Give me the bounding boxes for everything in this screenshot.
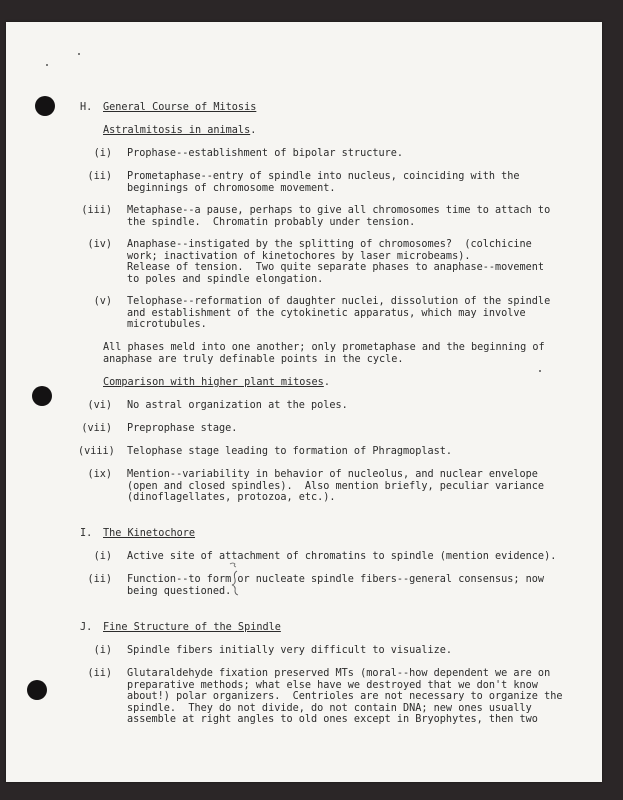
section-title: General Course of Mitosis — [103, 102, 257, 113]
item-text-line: beginnings of chromosome movement. — [127, 182, 336, 194]
section-letter: H. — [80, 102, 93, 113]
item-text-line: (open and closed spindles). Also mention briefly, peculiar variance — [127, 480, 545, 492]
item-text-line: Release of tension. Two quite separate phases to anaphase--movement — [127, 262, 545, 273]
item-text-line: microtubules. — [127, 319, 207, 330]
item-text-line: Metaphase--a pause, perhaps to give all chromosomes time to attach to — [127, 205, 551, 216]
item-text-line: Preprophase stage. — [127, 423, 238, 434]
section-title: The Kinetochore — [103, 528, 196, 539]
item-text-line: Spindle fibers initially very difficult to visualize. — [127, 645, 453, 656]
item-text-line: assemble at right angles to old ones except in Bryophytes, then two — [127, 714, 538, 725]
section-letter: I. — [80, 528, 93, 539]
item-number: (ix) — [87, 469, 112, 480]
section-letter: J. — [80, 622, 93, 633]
item-number: (ii) — [87, 574, 112, 585]
item-text-line: (dinoflagellates, protozoa, etc.). — [127, 492, 336, 503]
item-text-line: Prophase--establishment of bipolar structure. — [127, 148, 404, 159]
item-text-line: Glutaraldehyde fixation preserved MTs (moral--how dependent we are on — [127, 668, 551, 679]
summary-line: anaphase are truly definable points in the cycle. — [103, 353, 404, 365]
item-text-line: and establishment of the cytokinetic apparatus, which may involve — [127, 307, 526, 319]
item-number: (ii) — [87, 668, 112, 679]
section-title: Fine Structure of the Spindle — [103, 622, 281, 633]
item-text-line: Function--to form or nucleate spindle fibers--general consensus; now — [127, 574, 545, 585]
item-text-line: being questioned. — [127, 585, 232, 597]
item-text-line: preparative methods; what else have we destroyed that we don't know — [127, 679, 538, 691]
document-page — [6, 22, 602, 782]
item-text-line: Mention--variability in behavior of nucleolus, and nuclear envelope — [127, 469, 538, 480]
item-number: (iv) — [87, 239, 112, 250]
speck — [46, 64, 48, 66]
subsection-title: Astralmitosis in animals. — [103, 125, 257, 136]
handwritten-bracket-mark — [224, 560, 246, 596]
item-number: (v) — [93, 296, 112, 307]
item-number: (i) — [93, 645, 112, 656]
item-text-line: Active site of attachment of chromatins to spindle (mention evidence). — [127, 551, 557, 562]
item-text-line: Telophase stage leading to formation of Phragmoplast. — [127, 446, 453, 457]
item-number: (vi) — [87, 400, 112, 411]
item-text-line: to poles and spindle elongation. — [127, 273, 324, 285]
summary-line: All phases meld into one another; only prometaphase and the beginning of — [103, 342, 545, 353]
item-number: (ii) — [87, 171, 112, 182]
item-number: (viii) — [78, 446, 115, 457]
punch-hole-top — [35, 96, 55, 116]
item-text-line: the spindle. Chromatin probably under tension. — [127, 216, 416, 228]
item-text-line: spindle. They do not divide, do not contain DNA; new ones usually — [127, 702, 532, 714]
item-text-line: Anaphase--instigated by the splitting of chromosomes? (colchicine — [127, 239, 532, 250]
item-number: (i) — [93, 148, 112, 159]
speck — [539, 370, 541, 372]
item-text-line: Prometaphase--entry of spindle into nucleus, coinciding with the — [127, 171, 520, 182]
item-number: (vii) — [81, 423, 112, 434]
punch-hole-middle — [32, 386, 52, 406]
item-number: (i) — [93, 551, 112, 562]
item-text-line: about!) polar organizers. Centrioles are not necessary to organize the — [127, 691, 563, 702]
item-text-line: Telophase--reformation of daughter nuclei, dissolution of the spindle — [127, 296, 551, 307]
speck — [78, 53, 80, 55]
punch-hole-bottom — [27, 680, 47, 700]
item-text-line: No astral organization at the poles. — [127, 400, 348, 411]
item-number: (iii) — [81, 205, 112, 216]
subsection-title: Comparison with higher plant mitoses. — [103, 377, 330, 388]
item-text-line: work; inactivation of kinetochores by laser microbeams). — [127, 250, 471, 262]
